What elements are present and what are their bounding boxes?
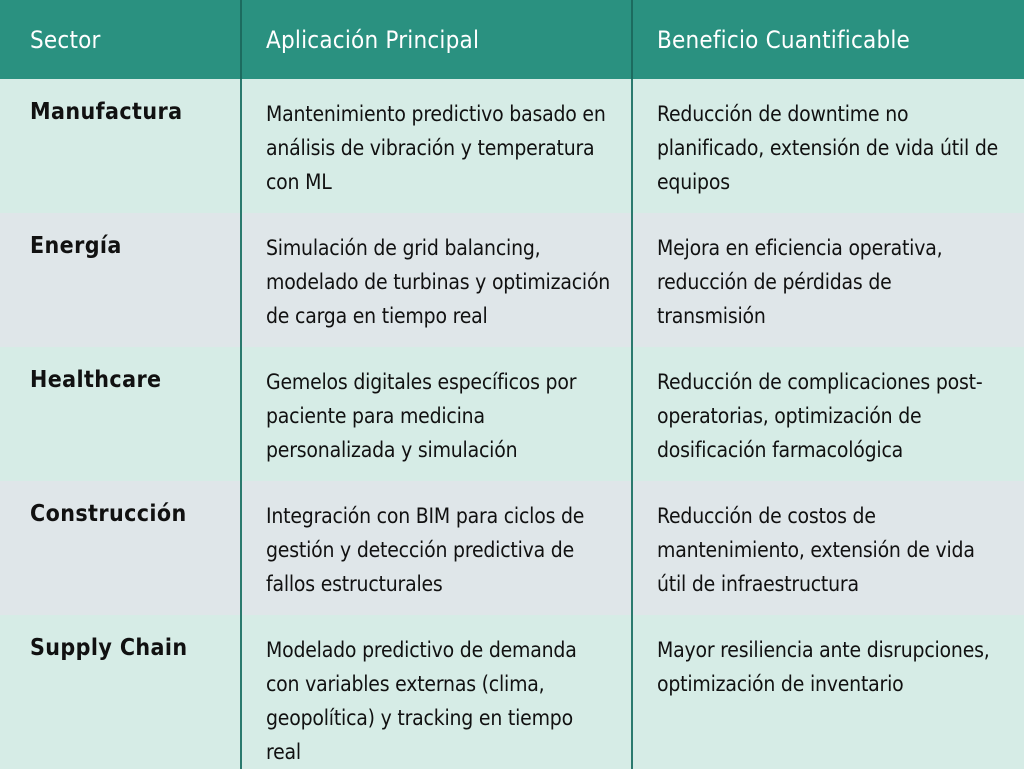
header-application: Aplicación Principal xyxy=(241,0,632,79)
row-benefit: Mejora en eficiencia operativa, reducción de pérdidas de transmisión xyxy=(632,213,1024,347)
row-application: Modelado predictivo de demanda con variables externas (clima, geopolítica) y tracking en tiempo real xyxy=(241,615,632,769)
row-sector: Manufactura xyxy=(0,79,241,213)
header-benefit: Beneficio Cuantificable xyxy=(632,0,1024,79)
header-sector: Sector xyxy=(0,0,241,79)
table-row xyxy=(0,347,1024,481)
row-application: Mantenimiento predictivo basado en análisis de vibración y temperatura con ML xyxy=(241,79,632,213)
table-header-row xyxy=(0,0,1024,79)
row-sector: Construcción xyxy=(0,481,241,615)
row-benefit: Mayor resiliencia ante disrupciones, optimización de inventario xyxy=(632,615,1024,769)
row-sector: Energía xyxy=(0,213,241,347)
row-benefit: Reducción de costos de mantenimiento, extensión de vida útil de infraestructura xyxy=(632,481,1024,615)
table-row xyxy=(0,481,1024,615)
row-application: Gemelos digitales específicos por paciente para medicina personalizada y simulación xyxy=(241,347,632,481)
row-sector: Supply Chain xyxy=(0,615,241,769)
row-application: Simulación de grid balancing, modelado de turbinas y optimización de carga en tiempo real xyxy=(241,213,632,347)
row-sector: Healthcare xyxy=(0,347,241,481)
table-row xyxy=(0,79,1024,213)
row-benefit: Reducción de complicaciones post-operatorias, optimización de dosificación farmacológica xyxy=(632,347,1024,481)
row-application: Integración con BIM para ciclos de gestión y detección predictiva de fallos estructurales xyxy=(241,481,632,615)
table-row xyxy=(0,615,1024,769)
row-benefit: Reducción de downtime no planificado, extensión de vida útil de equipos xyxy=(632,79,1024,213)
table-row xyxy=(0,213,1024,347)
